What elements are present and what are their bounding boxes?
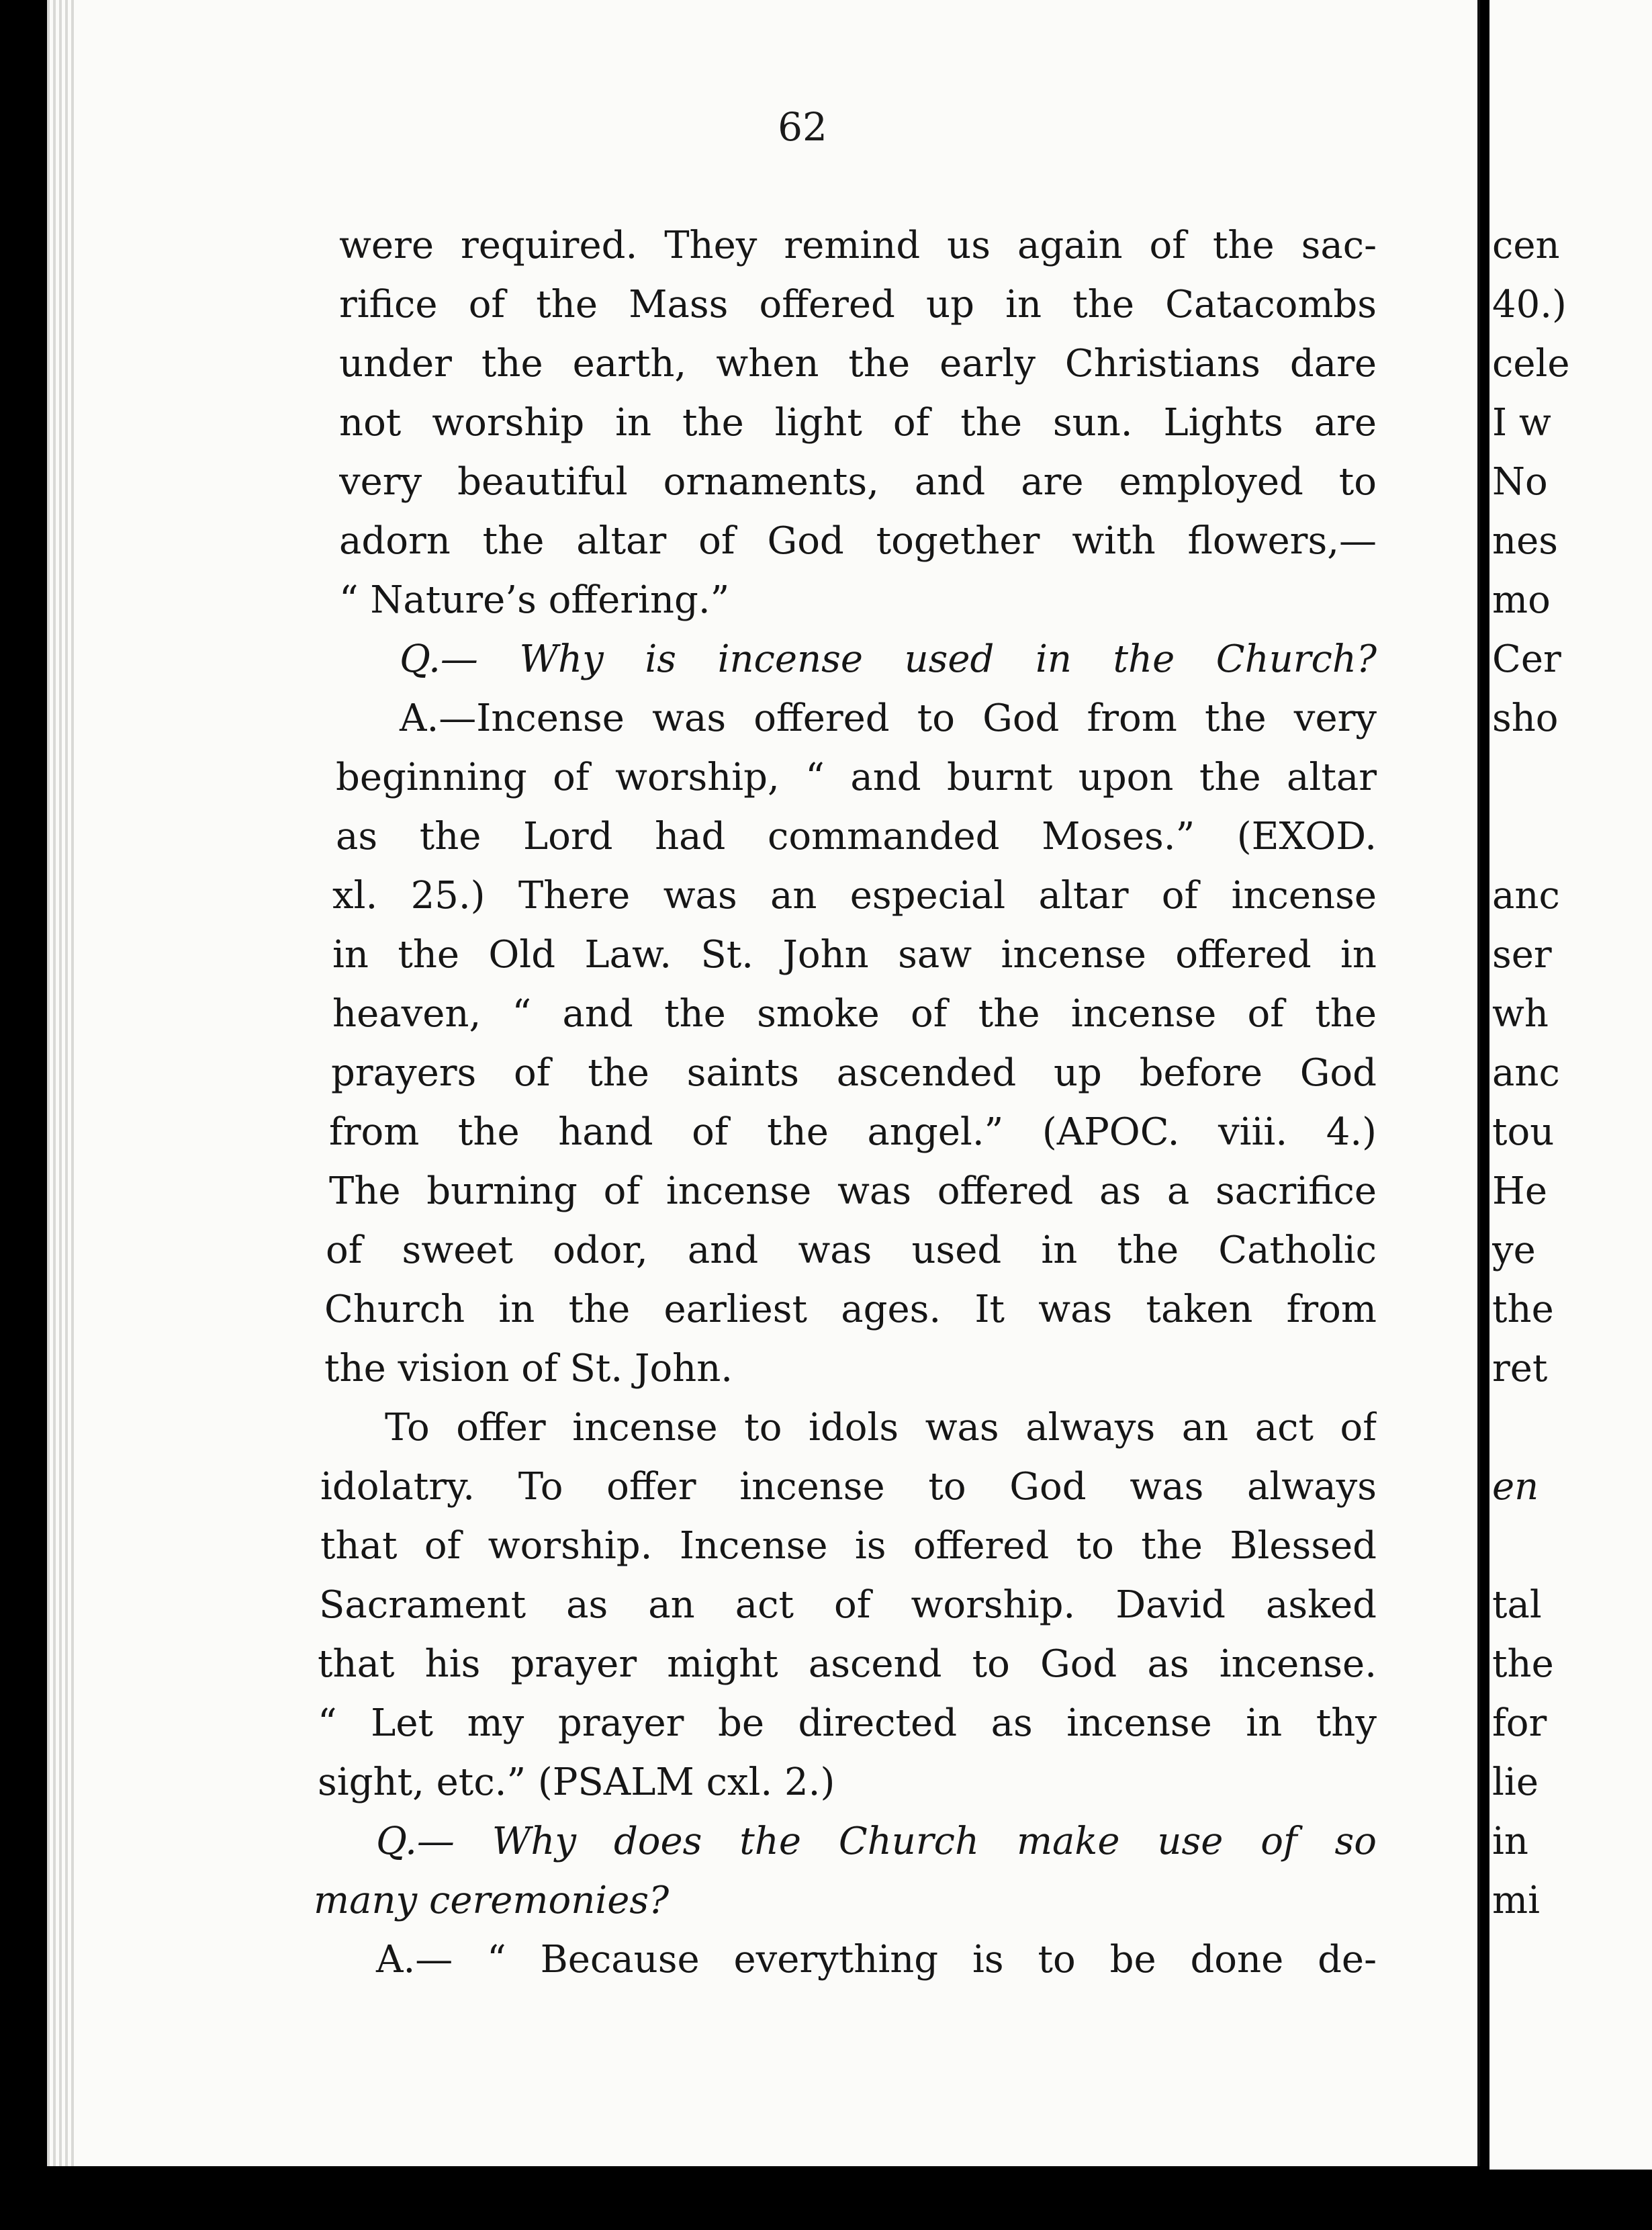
text-line: The burning of incense was offered as a sacrifice [329, 1169, 1377, 1213]
text-line: rifice of the Mass offered up in the Catacombs [339, 283, 1377, 326]
text-line: idolatry. To offer incense to God was always [320, 1465, 1377, 1509]
adjacent-page-fragment: sho [1492, 697, 1559, 740]
text-line: that of worship. Incense is offered to the Blessed [320, 1524, 1377, 1568]
adjacent-page-fragment [1492, 748, 1647, 807]
adjacent-page-fragment: anc [1492, 1051, 1560, 1095]
page-body-text [314, 216, 1377, 1990]
text-line: as the Lord had commanded Moses.” (EXOD. [336, 815, 1377, 858]
adjacent-page-fragment: en [1492, 1465, 1539, 1509]
adjacent-page-fragment: in [1492, 1820, 1528, 1863]
text-line: A.—Incense was offered to God from the very [400, 697, 1377, 740]
adjacent-page-fragment: nes [1492, 519, 1558, 563]
adjacent-page-fragment: tal [1492, 1583, 1542, 1627]
text-line: very beautiful ornaments, and are employed to [339, 460, 1377, 504]
text-line: “ Let my prayer be directed as incense in thy [318, 1701, 1377, 1745]
adjacent-page-text-fragments [1492, 216, 1647, 1930]
text-line: were required. They remind us again of the sac- [339, 224, 1377, 267]
text-line: the vision of St. John. [324, 1347, 733, 1390]
text-line: A.— “ Because everything is to be done de- [376, 1938, 1377, 1981]
adjacent-page-fragment [1492, 1517, 1647, 1576]
text-line: sight, etc.” (PSALM cxl. 2.) [318, 1760, 835, 1804]
adjacent-page-fragment: ret [1492, 1347, 1548, 1390]
adjacent-page-fragment: lie [1492, 1760, 1539, 1804]
adjacent-page-fragment: for [1492, 1701, 1547, 1745]
text-line: Q.— Why does the Church make use of so [376, 1820, 1377, 1863]
text-line: heaven, “ and the smoke of the incense of the [332, 992, 1377, 1036]
adjacent-page-fragment: tou [1492, 1110, 1555, 1154]
adjacent-page-fragment: ye [1492, 1229, 1536, 1272]
text-line: To offer incense to idols was always an act of [385, 1406, 1377, 1450]
text-line: beginning of worship, “ and burnt upon the altar [336, 756, 1377, 799]
adjacent-page-fragment [1492, 1398, 1647, 1458]
adjacent-page-fragment: cele [1492, 342, 1570, 386]
adjacent-page-fragment: the [1492, 1642, 1554, 1686]
adjacent-page-fragment: Cer [1492, 637, 1561, 681]
adjacent-page-fragment: mi [1492, 1879, 1541, 1922]
text-line: many ceremonies? [314, 1879, 670, 1922]
text-line: of sweet odor, and was used in the Catholic [326, 1229, 1377, 1272]
page-number: 62 [778, 104, 827, 150]
adjacent-page-fragment: the [1492, 1288, 1554, 1331]
text-line: under the earth, when the early Christians dare [339, 342, 1377, 386]
adjacent-page-fragment: anc [1492, 874, 1560, 918]
text-line: in the Old Law. St. John saw incense offered in [332, 933, 1377, 977]
text-line: Sacrament as an act of worship. David asked [319, 1583, 1377, 1627]
adjacent-page-fragment: No [1492, 460, 1548, 504]
adjacent-page-fragment: I w [1492, 401, 1551, 445]
text-line: from the hand of the angel.” (APOC. viii. 4.) [329, 1110, 1377, 1154]
text-line: that his prayer might ascend to God as incense. [318, 1642, 1377, 1686]
text-line: xl. 25.) There was an especial altar of incense [332, 874, 1377, 918]
text-line: Church in the earliest ages. It was taken from [324, 1288, 1377, 1331]
adjacent-page-fragment: 40.) [1492, 283, 1567, 326]
adjacent-page-fragment [1492, 807, 1647, 866]
text-line: not worship in the light of the sun. Lights are [339, 401, 1377, 445]
text-line: Q.— Why is incense used in the Church? [400, 637, 1377, 681]
adjacent-page-fragment: wh [1492, 992, 1549, 1036]
adjacent-page-fragment: He [1492, 1169, 1547, 1213]
adjacent-page-fragment: ser [1492, 933, 1552, 977]
adjacent-page-fragment: cen [1492, 224, 1560, 267]
text-line: “ Nature’s offering.” [339, 578, 730, 622]
adjacent-page-fragment: mo [1492, 578, 1551, 622]
text-line: adorn the altar of God together with flowers,— [339, 519, 1377, 563]
text-line: prayers of the saints ascended up before God [331, 1051, 1377, 1095]
